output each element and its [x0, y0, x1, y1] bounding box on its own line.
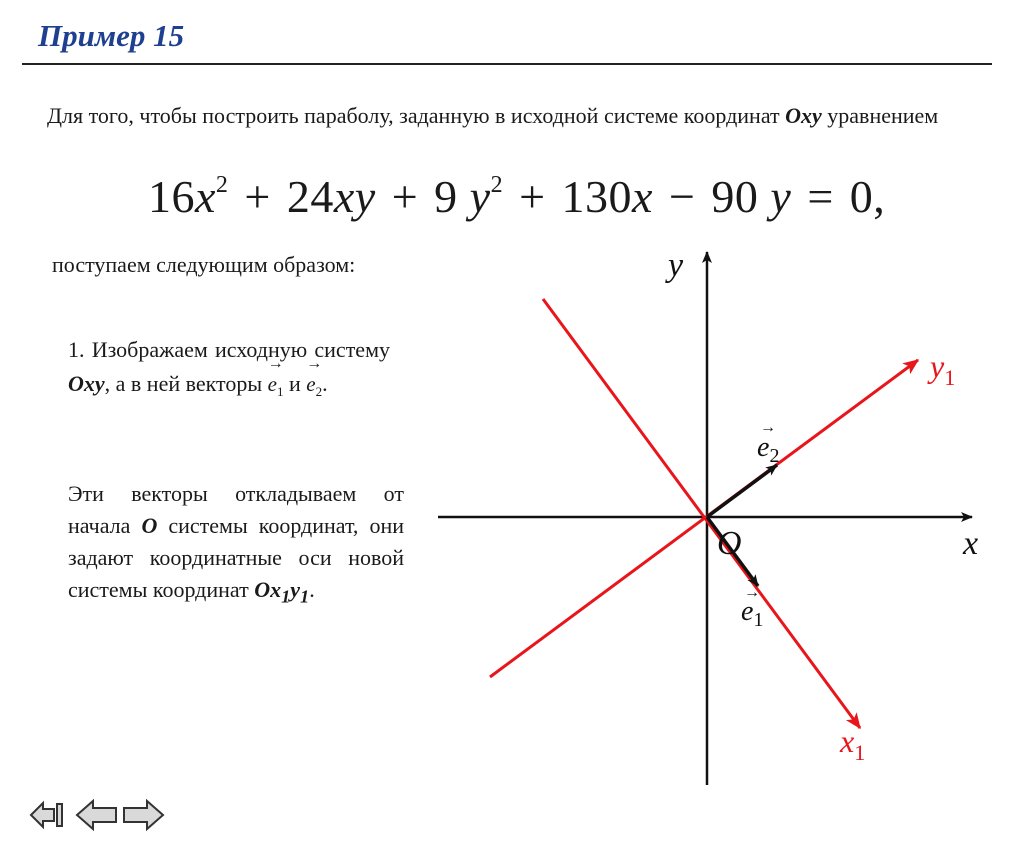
x-axis-label: x	[963, 525, 979, 562]
eq-exp: 2	[215, 171, 229, 198]
svg-text:e2: $e_2$	[757, 432, 780, 467]
next-step-text: поступаем следующим образом:	[52, 252, 356, 277]
next-slide-button[interactable]	[120, 796, 166, 834]
first-slide-button[interactable]	[27, 796, 65, 834]
eq-op: −	[668, 171, 696, 222]
eq-term: 16	[148, 171, 195, 222]
next-slide-icon	[124, 801, 163, 829]
eq-op: +	[391, 171, 419, 222]
y-axis-label: y	[668, 247, 684, 284]
e2-label	[757, 419, 779, 467]
vector-e1-label: → $e_1$	[268, 367, 284, 409]
vector-e2	[707, 465, 777, 517]
step-1-mid: , а в ней векторы	[104, 371, 268, 396]
step-1-and: и	[283, 371, 307, 396]
eq-term: 130	[561, 171, 633, 222]
para-2-origin: O	[141, 513, 158, 538]
origin-label: O	[717, 525, 742, 562]
eq-op: +	[244, 171, 271, 222]
eq-exp: 2	[490, 171, 504, 198]
step-1-end: .	[322, 371, 328, 396]
eq-var: y	[770, 171, 792, 222]
y1-axis	[490, 360, 918, 677]
intro-sentence: Для того, чтобы построить параболу, заданную в исходной системе координат	[47, 103, 780, 128]
eq-term: 0,	[849, 171, 886, 222]
para-2-mid: системы координат, они задают координатные оси новой системы координат	[68, 513, 404, 602]
first-slide-icon	[31, 803, 54, 827]
step-1-system: Oxy	[68, 371, 105, 396]
eq-op: +	[519, 171, 546, 222]
eq-var: x	[632, 171, 653, 222]
para-2-lead: Эти векторы откладываем от начала	[68, 481, 404, 538]
x1-axis-label: $x_1$	[840, 723, 866, 765]
x1-axis	[543, 299, 860, 728]
eq-term: 9	[434, 171, 458, 222]
para-2-end: .	[309, 577, 315, 602]
eq-var: y	[469, 171, 491, 222]
eq-op: =	[807, 171, 834, 222]
svg-text:→: →	[760, 419, 776, 436]
step-1-lead: 1. Изображаем исходную систему	[68, 337, 390, 362]
svg-text:→: →	[744, 584, 760, 601]
eq-var: xy	[333, 171, 376, 222]
y1-axis-label: $y_1$	[930, 348, 956, 390]
eq-term: 90	[711, 171, 759, 222]
eq-term: 24	[286, 171, 334, 222]
para-2-system: $Ox_1y_1$	[254, 577, 310, 607]
intro-tail: уравнением	[821, 103, 939, 128]
slide-title: Пример 15	[38, 18, 185, 53]
prev-slide-button[interactable]	[74, 796, 120, 834]
prev-slide-icon	[77, 801, 116, 829]
svg-text:e1: $e_1$	[741, 596, 764, 631]
intro-system: Oxy	[785, 103, 822, 128]
vector-e2-label: → $e_2$	[306, 367, 322, 409]
eq-var: x	[195, 171, 216, 222]
